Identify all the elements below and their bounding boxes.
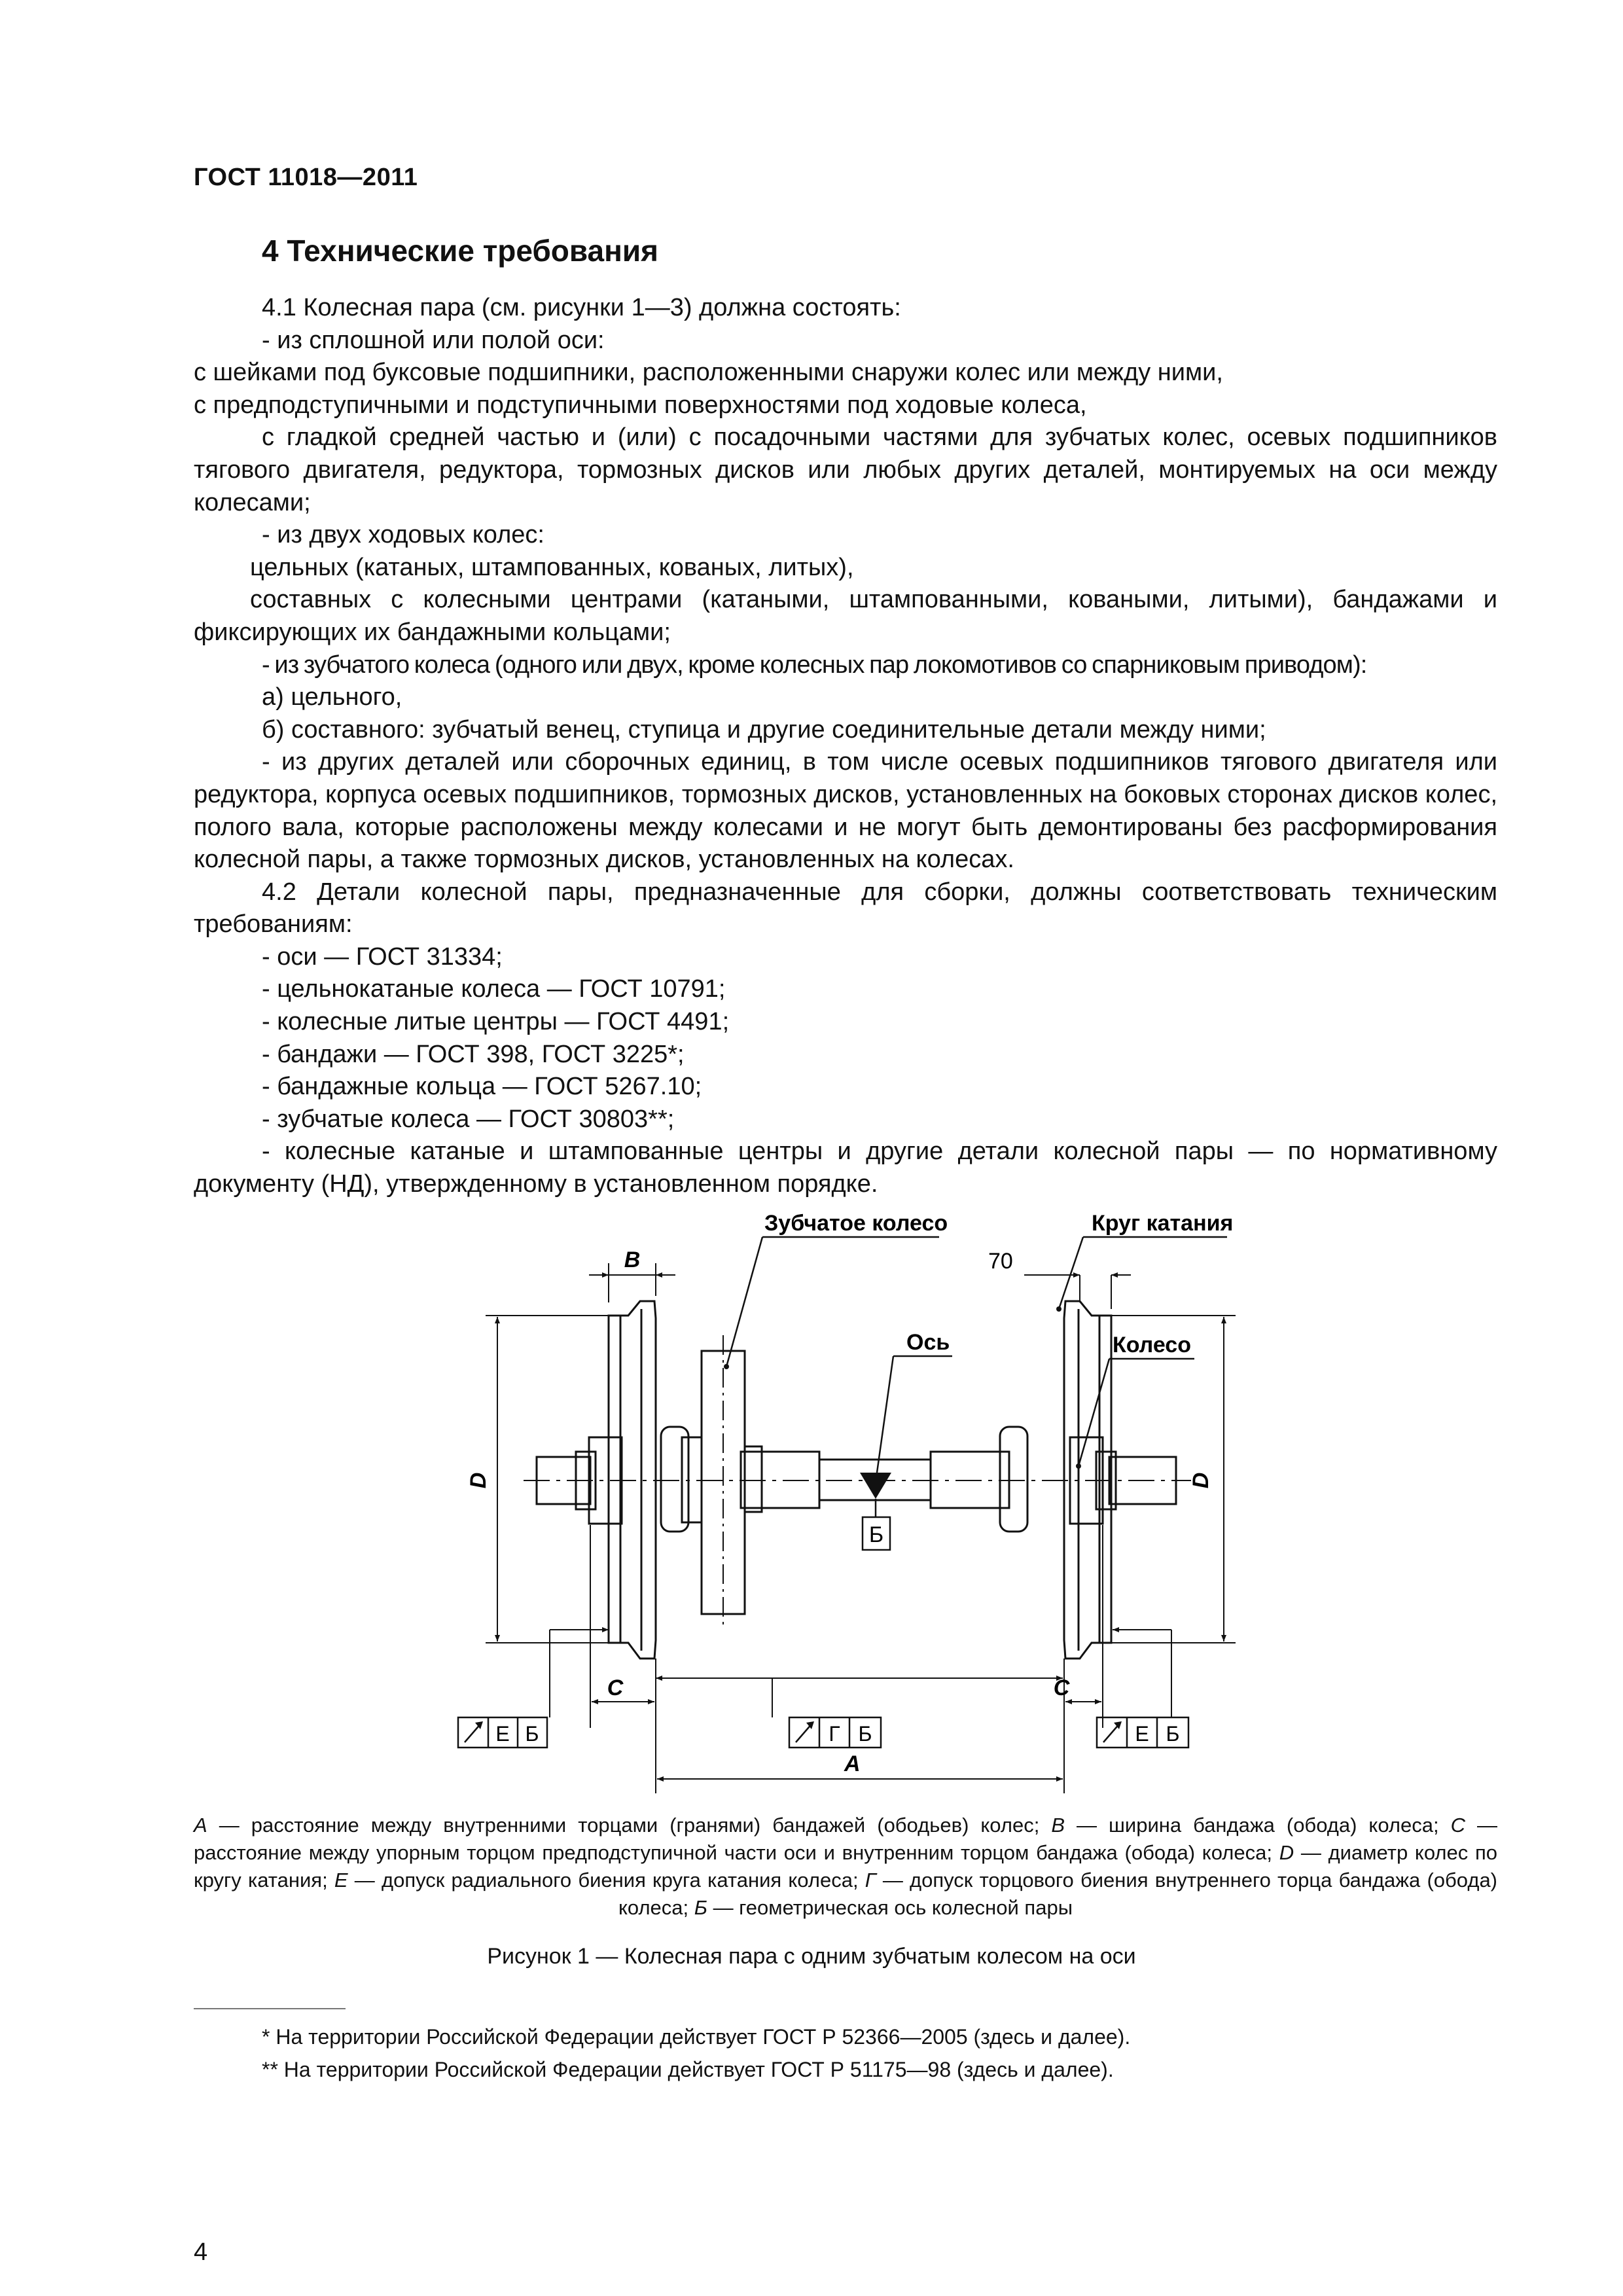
gear-wheel [702,1351,745,1614]
left-hub [661,1427,688,1532]
page-number: 4 [194,2238,208,2266]
left-collar [576,1452,596,1509]
wheel-label: Колесо [1113,1333,1191,1357]
axle-body-right [931,1452,1009,1508]
dim-70-label: 70 [988,1249,1013,1274]
dim-a-label: A [844,1751,861,1776]
left-journal [537,1457,590,1504]
paragraph: - из зубчатого колеса (одного или двух, кроме колесных пар локомотивов со спарниковым приводом): [262,651,1367,679]
paragraph: 4.2 Детали колесной пары, предназначенные для сборки, должны соответствовать техническим требованиям: [194,878,1497,939]
paragraph: а) цельного, [262,683,402,711]
axle-body-left [741,1452,819,1508]
datum-box [863,1517,890,1550]
paragraph: - из сплошной или полой оси: [262,326,605,354]
figure-caption: Рисунок 1 — Колесная пара с одним зубчатым колесом на оси [487,1944,1136,1969]
dim-d-left-label: D [466,1472,491,1489]
tolerance-frame-left [458,1717,547,1748]
paragraph: с шейками под буксовые подшипники, расположенными снаружи колес или между ними, [194,359,1223,387]
figure-legend: A — расстояние между внутренними торцами (гранями) бандажей (ободьев) колес; B — ширина бандажа (обода) колеса; C — расстояние между упорным торцом предподступичной части оси и внутренним торцом бандажа (обода) колеса; D — диаметр колес по кругу катания; Е — допуск радиального биения круга катания колеса; Г — допуск торцового биения внутреннего торца бандажа (обода) колеса; Б — геометрическая ось колесной пары [194,1814,1498,1919]
right-hub [1000,1427,1027,1532]
paragraph: с предподступичными и подступичными поверхностями под ходовые колеса, [194,391,1087,419]
tol-center-1: Г [829,1722,840,1746]
paragraph: составных с колесными центрами (катаными, штампованными, коваными, литыми), бандажами и фиксирующих их бандажными кольцами; [194,586,1497,646]
right-journal [1109,1457,1176,1504]
tol-left-2: Б [525,1722,539,1746]
paragraph: б) составного: зубчатый венец, ступица и другие соединительные детали между ними; [262,715,1266,744]
legend-key-datum: Б [694,1896,707,1919]
body-text [194,292,1497,1201]
legend-key-g: Г [865,1869,876,1892]
rolling-circle-label: Круг катания [1092,1211,1234,1236]
datum-triangle [860,1473,891,1499]
gear-hub-right [745,1446,762,1512]
tolerance-frame-center [789,1717,881,1748]
tolerance-frame-right [1097,1717,1188,1748]
axle-body-center [819,1460,931,1500]
paragraph: - бандажи — ГОСТ 398, ГОСТ 3225*; [262,1040,685,1068]
right-prehub [1070,1437,1103,1524]
dim-b-label: B [624,1247,641,1272]
paragraph: - зубчатые колеса — ГОСТ 30803**; [262,1105,675,1133]
legend-key-e: Е [334,1869,348,1892]
paragraph: с гладкой средней частью и (или) с посадочными частями для зубчатых колес, осевых подшипников тягового двигателя, редуктора, тормозных дисков или любых других деталей, монтируемых на оси между колесами; [194,423,1497,516]
gear-hub [682,1437,702,1522]
paragraph: - из других деталей или сборочных единиц, в том числе осевых подшипников тягового двигателя или редуктора, корпуса осевых подшипников, тормозных дисков, установленных на боковых сторонах дисков колес, полого вала, которые расположены между колесами и не могут быть демонтированы без расформирования колесной пары, а также тормозных дисков, установленных на колесах. [194,748,1497,874]
left-prehub [589,1437,622,1524]
left-wheel [609,1301,656,1659]
paragraph: 4.1 Колесная пара (см. рисунки 1—3) должна состоять: [262,294,901,321]
section-title: 4 Технические требования [262,234,658,268]
paragraph: - оси — ГОСТ 31334; [262,942,503,971]
tol-right-1: Е [1135,1722,1149,1746]
dim-c-right-label: C [1053,1676,1070,1700]
axle-label: Ось [906,1330,950,1355]
paragraph: - из двух ходовых колес: [262,521,544,549]
document-header: ГОСТ 11018—2011 [194,164,418,191]
legend-key-a: A [194,1814,207,1837]
footnote-divider [194,2008,346,2009]
paragraph: - бандажные кольца — ГОСТ 5267.10; [262,1073,702,1101]
tol-right-2: Б [1166,1722,1180,1746]
legend-key-c: C [1450,1814,1465,1837]
right-collar [1096,1452,1116,1509]
legend-key-d: D [1279,1841,1294,1864]
right-wheel [1064,1301,1111,1659]
dim-d-right-label: D [1188,1472,1213,1489]
footnote-1: * На территории Российской Федерации действует ГОСТ Р 52366—2005 (здесь и далее). [262,2025,1131,2049]
paragraph: - колесные литые центры — ГОСТ 4491; [262,1008,730,1036]
gear-label: Зубчатое колесо [764,1211,948,1236]
paragraph: - цельнокатаные колеса — ГОСТ 10791; [262,975,726,1003]
dim-c-left-label: C [607,1676,624,1700]
tol-left-1: Е [495,1722,510,1746]
datum-label: Б [868,1522,884,1547]
paragraph: - колесные катаные и штампованные центры и другие детали колесной пары — по нормативному документу (НД), утвержденному в установленном порядке. [194,1138,1497,1198]
footnote-2: ** На территории Российской Федерации действует ГОСТ Р 51175—98 (здесь и далее). [262,2058,1114,2081]
paragraph: цельных (катаных, штампованных, кованых, литых), [250,553,854,581]
tol-center-2: Б [858,1722,872,1746]
legend-key-b: B [1051,1814,1065,1837]
